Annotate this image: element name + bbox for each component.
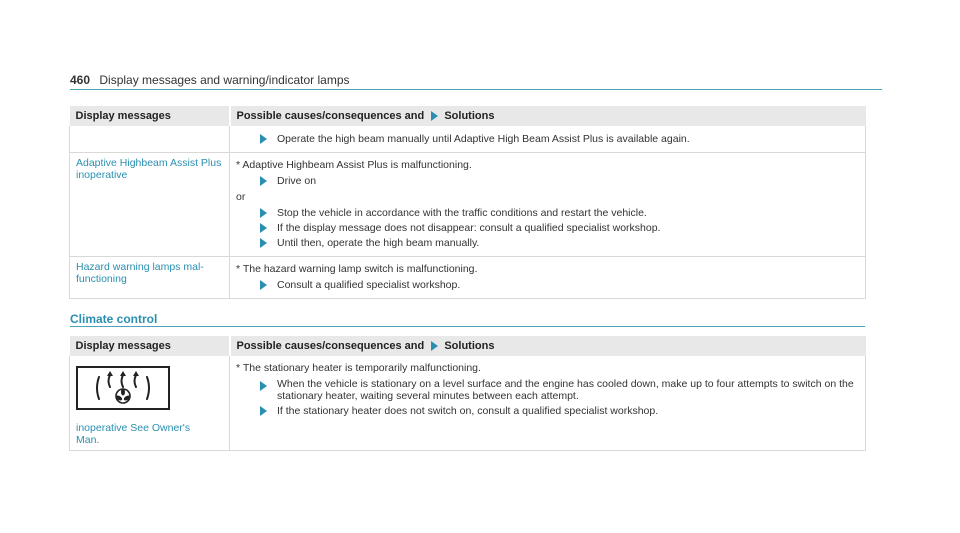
display-message-line-2: functioning xyxy=(76,273,127,285)
solution-step-text: When the vehicle is stationary on a level surface and the engine has cooled down, make up to four attempts to switch on the stationary heater, waiting several minutes between each attempt. xyxy=(277,378,854,402)
display-message-line-1: Hazard warning lamps mal- xyxy=(76,261,204,273)
arrow-icon xyxy=(260,406,267,416)
message-cell-empty xyxy=(70,126,230,153)
or-text: or xyxy=(236,191,246,203)
arrow-icon xyxy=(260,134,267,144)
solution-step-text: If the display message does not disappear: consult a qualified specialist workshop. xyxy=(277,222,661,234)
solution-step xyxy=(236,133,859,145)
page-header xyxy=(70,73,350,87)
page-number: 460 xyxy=(70,73,91,87)
solution-step xyxy=(236,405,859,417)
table-row xyxy=(70,126,866,153)
column-header-causes xyxy=(230,336,866,356)
solution-cell xyxy=(230,126,866,153)
table-row xyxy=(70,153,866,257)
section-rule xyxy=(70,326,865,327)
column-header-solutions-label: Solutions xyxy=(444,110,495,122)
display-messages-table-2 xyxy=(69,336,866,451)
solution-step xyxy=(236,378,859,402)
arrow-icon xyxy=(260,381,267,391)
page-header-title: Display messages and warning/indicator lamps xyxy=(99,73,350,87)
solution-step-text: If the stationary heater does not switch on, consult a qualified specialist workshop. xyxy=(277,405,659,417)
section-title: Climate control xyxy=(70,312,158,326)
arrow-icon xyxy=(431,111,438,121)
header-rule xyxy=(70,89,882,90)
solution-step-text: Drive on xyxy=(277,175,317,187)
message-cell xyxy=(70,153,230,257)
cause-text: * The hazard warning lamp switch is malfunctioning. xyxy=(236,263,478,275)
cause-text: * The stationary heater is temporarily malfunctioning. xyxy=(236,362,481,374)
solution-step-text: Consult a qualified specialist workshop. xyxy=(277,279,461,291)
solution-cell xyxy=(230,257,866,299)
display-message-line-1: inoperative See Owner's xyxy=(76,422,191,434)
column-header-causes-label: Possible causes/consequences and xyxy=(236,110,425,122)
message-cell xyxy=(70,257,230,299)
solution-step-text: Until then, operate the high beam manually. xyxy=(277,237,480,249)
solution-step-text: Stop the vehicle in accordance with the traffic conditions and restart the vehicle. xyxy=(277,207,647,219)
display-message-line-2: Man. xyxy=(76,434,100,446)
solution-step xyxy=(236,207,859,219)
column-header-display-messages: Display messages xyxy=(70,336,230,356)
table-header-row xyxy=(70,336,866,356)
column-header-display-messages: Display messages xyxy=(70,106,230,126)
solution-cell xyxy=(230,153,866,257)
solution-step xyxy=(236,237,859,249)
solution-cell xyxy=(230,356,866,451)
column-header-solutions-label: Solutions xyxy=(444,340,495,352)
arrow-icon xyxy=(260,176,267,186)
arrow-icon xyxy=(260,208,267,218)
solution-step xyxy=(236,279,859,291)
stationary-heater-icon xyxy=(76,366,170,410)
arrow-icon xyxy=(260,223,267,233)
table-header-row xyxy=(70,106,866,126)
cause-text: * Adaptive Highbeam Assist Plus is malfunctioning. xyxy=(236,159,472,171)
solution-step-text: Operate the high beam manually until Adaptive High Beam Assist Plus is available again. xyxy=(277,133,690,145)
solution-step xyxy=(236,175,859,187)
column-header-causes-label: Possible causes/consequences and xyxy=(236,340,425,352)
solution-step xyxy=(236,222,859,234)
arrow-icon xyxy=(260,238,267,248)
display-message-text: Adaptive Highbeam Assist Plus inoperative xyxy=(76,157,222,181)
table-row xyxy=(70,356,866,451)
column-header-causes xyxy=(230,106,866,126)
display-messages-table-1 xyxy=(69,106,866,299)
arrow-icon xyxy=(431,341,438,351)
message-cell xyxy=(70,356,230,451)
table-row xyxy=(70,257,866,299)
arrow-icon xyxy=(260,280,267,290)
